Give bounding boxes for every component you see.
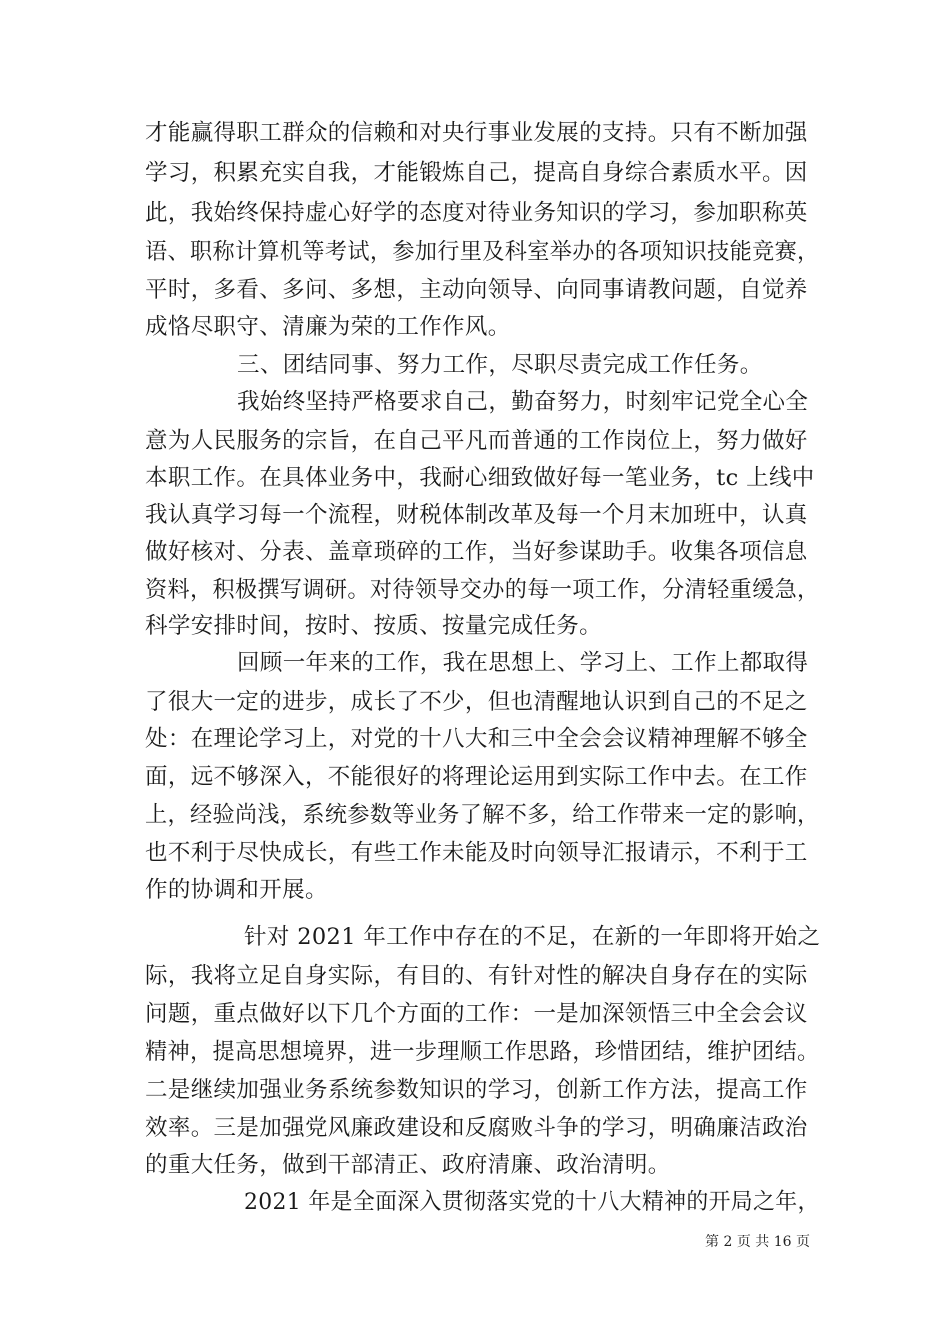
text-line: 语、职称计算机等考试，参加行里及科室举办的各项知识技能竞赛， [145,239,820,265]
text-line: 才能赢得职工群众的信赖和对央行事业发展的支持。只有不断加强 [145,120,808,146]
text-line: 际，我将立足自身实际，有目的、有针对性的解决自身存在的实际 [145,963,808,989]
text-line: 上，经验尚浅，系统参数等业务了解不多，给工作带来一定的影响， [145,802,820,828]
text-line: 学习，积累充实自我，才能锻炼自己，提高自身综合素质水平。因 [145,160,808,186]
text-line: 意为人民服务的宗旨，在自己平凡而普通的工作岗位上，努力做好 [145,428,808,454]
text-line: 也不利于尽快成长，有些工作未能及时向领导汇报请示，不利于工 [145,840,808,866]
text-line: 问题，重点做好以下几个方面的工作：一是加深领悟三中全会会议 [145,1001,808,1027]
page-number-footer: 第 2 页 共 16 页 [705,1234,810,1250]
text-line: 做好核对、分表、盖章琐碎的工作，当好参谋助手。收集各项信息 [145,539,808,565]
text-line: 我认真学习每一个流程，财税体制改革及每一个月末加班中，认真 [145,502,808,528]
text-line: 此，我始终保持虚心好学的态度对待业务知识的学习，参加职称英 [145,200,808,226]
text-line: 效率。三是加强党风廉政建设和反腐败斗争的学习，明确廉洁政治 [145,1115,808,1141]
text-line: 二是继续加强业务系统参数知识的学习，创新工作方法，提高工作 [145,1077,808,1103]
text-line: 针对 2021 年工作中存在的不足，在新的一年即将开始之 [244,924,821,950]
text-line: 面，远不够深入，不能很好的将理论运用到实际工作中去。在工作 [145,764,808,790]
text-line: 平时，多看、多问、多想，主动向领导、向同事请教问题，自觉养 [145,277,808,303]
text-line: 资料，积极撰写调研。对待领导交办的每一项工作，分清轻重缓急， [145,577,820,603]
text-line: 了很大一定的进步，成长了不少，但也清醒地认识到自己的不足之 [145,689,808,715]
text-line: 回顾一年来的工作，我在思想上、学习上、工作上都取得 [237,650,809,676]
text-line: 作的协调和开展。 [145,877,328,903]
section-heading: 三、团结同事、努力工作，尽职尽责完成工作任务。 [237,352,763,378]
text-line: 我始终坚持严格要求自己，勤奋努力，时刻牢记党全心全 [237,389,809,415]
text-line: 精神，提高思想境界，进一步理顺工作思路，珍惜团结，维护团结。 [145,1039,820,1065]
text-line: 的重大任务，做到干部清正、政府清廉、政治清明。 [145,1152,671,1178]
text-line: 本职工作。在具体业务中，我耐心细致做好每一笔业务，tc 上线中 [145,465,815,491]
text-line: 科学安排时间，按时、按质、按量完成任务。 [145,613,603,639]
text-line: 处：在理论学习上，对党的十八大和三中全会会议精神理解不够全 [145,726,808,752]
text-line: 成恪尽职守、清廉为荣的工作作风。 [145,314,511,340]
text-line: 2021 年是全面深入贯彻落实党的十八大精神的开局之年， [244,1189,820,1215]
